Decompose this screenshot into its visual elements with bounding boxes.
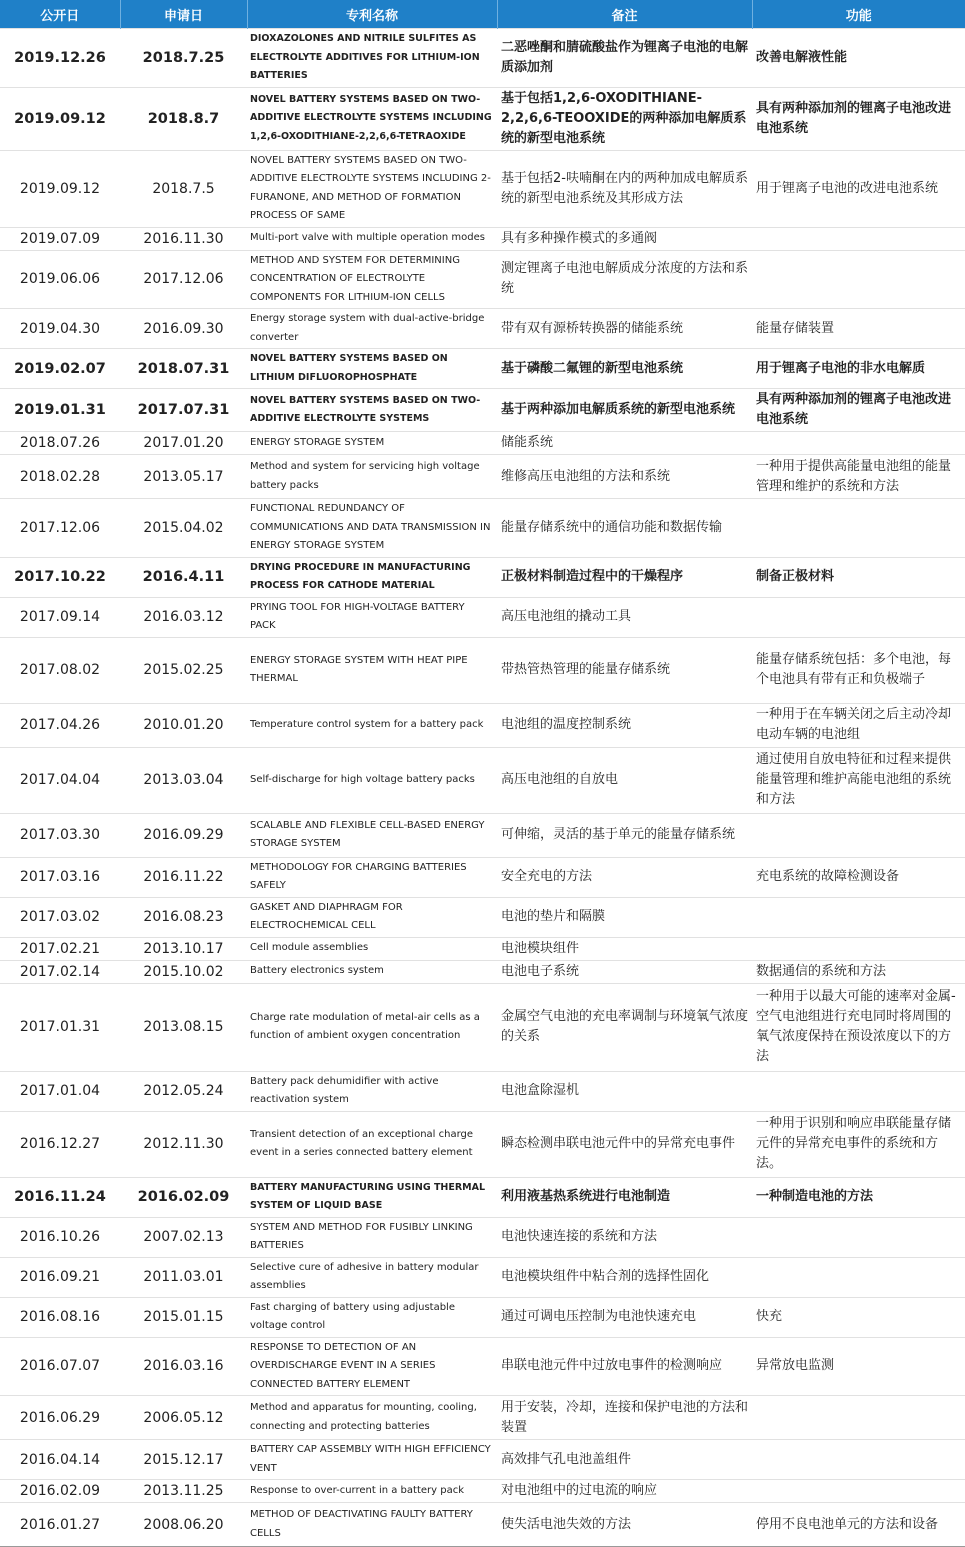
cell-title: Charge rate modulation of metal-air cells as a function of ambient oxygen concentration	[247, 983, 497, 1071]
cell-note: 使失活电池失效的方法	[497, 1503, 752, 1547]
cell-note: 基于包括2-呋喃酮在内的两种加成电解质系统的新型电池系统及其形成方法	[497, 150, 752, 227]
cell-app-date: 2013.05.17	[120, 455, 247, 499]
cell-note: 测定锂离子电池电解质成分浓度的方法和系统	[497, 250, 752, 309]
cell-note: 高压电池组的撬动工具	[497, 597, 752, 637]
cell-app-date: 2013.03.04	[120, 747, 247, 813]
cell-note: 基于磷酸二氟锂的新型电池系统	[497, 349, 752, 389]
cell-function: 停用不良电池单元的方法和设备	[752, 1503, 965, 1547]
cell-title: GASKET AND DIAPHRAGM FOR ELECTROCHEMICAL CELL	[247, 897, 497, 937]
cell-note: 电池组的温度控制系统	[497, 703, 752, 747]
cell-pub-date: 2019.09.12	[0, 150, 120, 227]
cell-app-date: 2006.05.12	[120, 1396, 247, 1440]
cell-title: Method and system for servicing high voltage battery packs	[247, 455, 497, 499]
cell-title: ENERGY STORAGE SYSTEM WITH HEAT PIPE THERMAL	[247, 637, 497, 703]
header-title: 专利名称	[247, 0, 497, 29]
cell-note: 通过可调电压控制为电池快速充电	[497, 1297, 752, 1337]
cell-title: Energy storage system with dual-active-bridge converter	[247, 309, 497, 349]
cell-app-date: 2016.4.11	[120, 557, 247, 597]
cell-title: Cell module assemblies	[247, 937, 497, 960]
cell-title: NOVEL BATTERY SYSTEMS BASED ON TWO-ADDITIVE ELECTROLYTE SYSTEMS INCLUDING 2-FURANONE, AND METHOD OF FORMATION PROCESS OF SAME	[247, 150, 497, 227]
table-row	[0, 857, 965, 897]
cell-function: 数据通信的系统和方法	[752, 960, 965, 983]
cell-pub-date: 2017.01.31	[0, 983, 120, 1071]
cell-function	[752, 897, 965, 937]
table-row	[0, 937, 965, 960]
cell-pub-date: 2017.02.21	[0, 937, 120, 960]
table-row	[0, 349, 965, 389]
cell-pub-date: 2017.02.14	[0, 960, 120, 983]
cell-title: SYSTEM AND METHOD FOR FUSIBLY LINKING BATTERIES	[247, 1217, 497, 1257]
cell-app-date: 2016.03.16	[120, 1337, 247, 1396]
cell-note: 电池快速连接的系统和方法	[497, 1217, 752, 1257]
table-row	[0, 29, 965, 88]
cell-title: FUNCTIONAL REDUNDANCY OF COMMUNICATIONS AND DATA TRANSMISSION IN ENERGY STORAGE SYSTEM	[247, 499, 497, 558]
cell-title: METHOD OF DEACTIVATING FAULTY BATTERY CELLS	[247, 1503, 497, 1547]
cell-pub-date: 2019.12.26	[0, 29, 120, 88]
cell-note: 电池模块组件	[497, 937, 752, 960]
table-row	[0, 557, 965, 597]
cell-app-date: 2013.10.17	[120, 937, 247, 960]
cell-function	[752, 937, 965, 960]
table-row	[0, 1480, 965, 1503]
cell-function: 具有两种添加剂的锂离子电池改进电池系统	[752, 389, 965, 432]
cell-title: ENERGY STORAGE SYSTEM	[247, 432, 497, 455]
cell-title: BATTERY MANUFACTURING USING THERMAL SYSTEM OF LIQUID BASE	[247, 1177, 497, 1217]
cell-title: Method and apparatus for mounting, cooling, connecting and protecting batteries	[247, 1396, 497, 1440]
header-note: 备注	[497, 0, 752, 29]
table-row	[0, 455, 965, 499]
cell-function	[752, 1257, 965, 1297]
cell-note: 具有多种操作模式的多通阀	[497, 227, 752, 250]
cell-pub-date: 2016.08.16	[0, 1297, 120, 1337]
table-row	[0, 150, 965, 227]
cell-function	[752, 1396, 965, 1440]
cell-function	[752, 1071, 965, 1111]
cell-pub-date: 2017.03.30	[0, 813, 120, 857]
cell-pub-date: 2016.01.27	[0, 1503, 120, 1547]
cell-note: 正极材料制造过程中的干燥程序	[497, 557, 752, 597]
cell-function	[752, 813, 965, 857]
cell-note: 可伸缩，灵活的基于单元的能量存储系统	[497, 813, 752, 857]
table-row	[0, 1257, 965, 1297]
cell-function: 一种用于提供高能量电池组的能量管理和维护的系统和方法	[752, 455, 965, 499]
table-row	[0, 597, 965, 637]
cell-note: 储能系统	[497, 432, 752, 455]
cell-app-date: 2010.01.20	[120, 703, 247, 747]
cell-pub-date: 2019.04.30	[0, 309, 120, 349]
cell-app-date: 2016.11.30	[120, 227, 247, 250]
cell-app-date: 2016.02.09	[120, 1177, 247, 1217]
cell-title: METHODOLOGY FOR CHARGING BATTERIES SAFELY	[247, 857, 497, 897]
cell-note: 基于两种添加电解质系统的新型电池系统	[497, 389, 752, 432]
cell-app-date: 2015.04.02	[120, 499, 247, 558]
cell-function: 改善电解液性能	[752, 29, 965, 88]
cell-pub-date: 2017.04.04	[0, 747, 120, 813]
cell-note: 安全充电的方法	[497, 857, 752, 897]
cell-function: 制备正极材料	[752, 557, 965, 597]
cell-pub-date: 2017.03.02	[0, 897, 120, 937]
cell-app-date: 2015.12.17	[120, 1440, 247, 1480]
cell-title: Multi-port valve with multiple operation modes	[247, 227, 497, 250]
cell-function: 具有两种添加剂的锂离子电池改进电池系统	[752, 87, 965, 150]
table-row	[0, 309, 965, 349]
cell-title: DIOXAZOLONES AND NITRILE SULFITES AS ELECTROLYTE ADDITIVES FOR LITHIUM-ION BATTERIES	[247, 29, 497, 88]
cell-pub-date: 2019.02.07	[0, 349, 120, 389]
cell-function: 一种用于在车辆关闭之后主动冷却电动车辆的电池组	[752, 703, 965, 747]
cell-app-date: 2018.07.31	[120, 349, 247, 389]
table-row	[0, 389, 965, 432]
table-row	[0, 432, 965, 455]
cell-function	[752, 499, 965, 558]
cell-app-date: 2016.08.23	[120, 897, 247, 937]
table-row	[0, 227, 965, 250]
table-row	[0, 250, 965, 309]
table-row	[0, 1217, 965, 1257]
cell-pub-date: 2016.02.09	[0, 1480, 120, 1503]
cell-pub-date: 2017.10.22	[0, 557, 120, 597]
cell-function	[752, 250, 965, 309]
cell-title: Transient detection of an exceptional charge event in a series connected battery element	[247, 1111, 497, 1177]
cell-app-date: 2017.07.31	[120, 389, 247, 432]
cell-function: 一种用于识别和响应串联能量存储元件的异常充电事件的系统和方法。	[752, 1111, 965, 1177]
table-row	[0, 1111, 965, 1177]
cell-pub-date: 2016.09.21	[0, 1257, 120, 1297]
cell-title: BATTERY CAP ASSEMBLY WITH HIGH EFFICIENCY VENT	[247, 1440, 497, 1480]
cell-function	[752, 1217, 965, 1257]
cell-title: PRYING TOOL FOR HIGH-VOLTAGE BATTERY PACK	[247, 597, 497, 637]
cell-app-date: 2007.02.13	[120, 1217, 247, 1257]
cell-note: 维修高压电池组的方法和系统	[497, 455, 752, 499]
table-body	[0, 29, 965, 1547]
cell-pub-date: 2019.06.06	[0, 250, 120, 309]
table-row	[0, 983, 965, 1071]
cell-pub-date: 2017.09.14	[0, 597, 120, 637]
cell-app-date: 2012.05.24	[120, 1071, 247, 1111]
cell-pub-date: 2018.02.28	[0, 455, 120, 499]
cell-pub-date: 2017.04.26	[0, 703, 120, 747]
cell-title: Battery electronics system	[247, 960, 497, 983]
cell-function: 快充	[752, 1297, 965, 1337]
cell-pub-date: 2017.08.02	[0, 637, 120, 703]
cell-title: METHOD AND SYSTEM FOR DETERMINING CONCENTRATION OF ELECTROLYTE COMPONENTS FOR LITHIUM-ION CELLS	[247, 250, 497, 309]
cell-function: 能量存储系统包括：多个电池，每个电池具有带有正和负极端子	[752, 637, 965, 703]
cell-function	[752, 227, 965, 250]
table-row	[0, 747, 965, 813]
cell-app-date: 2013.08.15	[120, 983, 247, 1071]
cell-function: 异常放电监测	[752, 1337, 965, 1396]
table-row	[0, 1337, 965, 1396]
cell-function	[752, 1440, 965, 1480]
cell-note: 用于安装，冷却，连接和保护电池的方法和装置	[497, 1396, 752, 1440]
cell-title: DRYING PROCEDURE IN MANUFACTURING PROCESS FOR CATHODE MATERIAL	[247, 557, 497, 597]
cell-note: 能量存储系统中的通信功能和数据传输	[497, 499, 752, 558]
cell-app-date: 2016.11.22	[120, 857, 247, 897]
cell-pub-date: 2016.06.29	[0, 1396, 120, 1440]
header-app-date: 申请日	[120, 0, 247, 29]
table-row	[0, 1440, 965, 1480]
cell-note: 基于包括1,2,6-OXODITHIANE-2,2,6,6-TEOOXIDE的两种添加电解质系统的新型电池系统	[497, 87, 752, 150]
cell-title: Fast charging of battery using adjustable voltage control	[247, 1297, 497, 1337]
cell-title: NOVEL BATTERY SYSTEMS BASED ON TWO-ADDITIVE ELECTROLYTE SYSTEMS INCLUDING 1,2,6-OXODITHIANE-2,2,6,6-TETRAOXIDE	[247, 87, 497, 150]
cell-title: Temperature control system for a battery pack	[247, 703, 497, 747]
table-row	[0, 1071, 965, 1111]
cell-note: 利用液基热系统进行电池制造	[497, 1177, 752, 1217]
cell-function: 用于锂离子电池的非水电解质	[752, 349, 965, 389]
cell-function	[752, 432, 965, 455]
table-row	[0, 87, 965, 150]
cell-pub-date: 2016.04.14	[0, 1440, 120, 1480]
cell-title: NOVEL BATTERY SYSTEMS BASED ON TWO-ADDITIVE ELECTROLYTE SYSTEMS	[247, 389, 497, 432]
cell-pub-date: 2016.11.24	[0, 1177, 120, 1217]
cell-app-date: 2016.09.29	[120, 813, 247, 857]
table-row	[0, 1503, 965, 1547]
cell-function: 用于锂离子电池的改进电池系统	[752, 150, 965, 227]
cell-note: 二恶唑酮和腈硫酸盐作为锂离子电池的电解质添加剂	[497, 29, 752, 88]
cell-title: Selective cure of adhesive in battery modular assemblies	[247, 1257, 497, 1297]
cell-pub-date: 2017.01.04	[0, 1071, 120, 1111]
cell-note: 瞬态检测串联电池元件中的异常充电事件	[497, 1111, 752, 1177]
cell-note: 带有双有源桥转换器的储能系统	[497, 309, 752, 349]
cell-function: 一种用于以最大可能的速率对金属-空气电池组进行充电同时将周围的氧气浓度保持在预设浓度以下的方法	[752, 983, 965, 1071]
cell-note: 电池的垫片和隔膜	[497, 897, 752, 937]
cell-note: 电池电子系统	[497, 960, 752, 983]
cell-note: 电池模块组件中粘合剂的选择性固化	[497, 1257, 752, 1297]
cell-title: RESPONSE TO DETECTION OF AN OVERDISCHARGE EVENT IN A SERIES CONNECTED BATTERY ELEMENT	[247, 1337, 497, 1396]
table-header	[0, 0, 965, 29]
cell-note: 金属空气电池的充电率调制与环境氧气浓度的关系	[497, 983, 752, 1071]
cell-app-date: 2013.11.25	[120, 1480, 247, 1503]
cell-app-date: 2015.01.15	[120, 1297, 247, 1337]
cell-app-date: 2018.7.25	[120, 29, 247, 88]
cell-app-date: 2015.10.02	[120, 960, 247, 983]
cell-pub-date: 2017.03.16	[0, 857, 120, 897]
cell-title: SCALABLE AND FLEXIBLE CELL-BASED ENERGY STORAGE SYSTEM	[247, 813, 497, 857]
header-function: 功能	[752, 0, 965, 29]
cell-app-date: 2018.8.7	[120, 87, 247, 150]
cell-pub-date: 2019.07.09	[0, 227, 120, 250]
cell-title: Self-discharge for high voltage battery packs	[247, 747, 497, 813]
cell-title: Response to over-current in a battery pack	[247, 1480, 497, 1503]
cell-function: 能量存储装置	[752, 309, 965, 349]
cell-function: 充电系统的故障检测设备	[752, 857, 965, 897]
cell-note: 电池盒除湿机	[497, 1071, 752, 1111]
cell-note: 高压电池组的自放电	[497, 747, 752, 813]
cell-note: 带热管热管理的能量存储系统	[497, 637, 752, 703]
table-row	[0, 499, 965, 558]
cell-pub-date: 2017.12.06	[0, 499, 120, 558]
table-row	[0, 703, 965, 747]
cell-app-date: 2017.01.20	[120, 432, 247, 455]
cell-pub-date: 2016.12.27	[0, 1111, 120, 1177]
cell-pub-date: 2016.07.07	[0, 1337, 120, 1396]
cell-function	[752, 597, 965, 637]
cell-note: 高效排气孔电池盖组件	[497, 1440, 752, 1480]
header-row	[0, 0, 965, 29]
cell-app-date: 2016.03.12	[120, 597, 247, 637]
cell-function: 一种制造电池的方法	[752, 1177, 965, 1217]
cell-app-date: 2018.7.5	[120, 150, 247, 227]
table-row	[0, 813, 965, 857]
cell-pub-date: 2018.07.26	[0, 432, 120, 455]
cell-note: 对电池组中的过电流的响应	[497, 1480, 752, 1503]
header-pub-date: 公开日	[0, 0, 120, 29]
cell-title: NOVEL BATTERY SYSTEMS BASED ON LITHIUM DIFLUOROPHOSPHATE	[247, 349, 497, 389]
cell-app-date: 2015.02.25	[120, 637, 247, 703]
cell-app-date: 2008.06.20	[120, 1503, 247, 1547]
cell-app-date: 2012.11.30	[120, 1111, 247, 1177]
cell-app-date: 2016.09.30	[120, 309, 247, 349]
table-row	[0, 637, 965, 703]
table-row	[0, 1177, 965, 1217]
cell-app-date: 2011.03.01	[120, 1257, 247, 1297]
cell-pub-date: 2019.09.12	[0, 87, 120, 150]
cell-app-date: 2017.12.06	[120, 250, 247, 309]
cell-pub-date: 2016.10.26	[0, 1217, 120, 1257]
table-row	[0, 1396, 965, 1440]
cell-function	[752, 1480, 965, 1503]
table-row	[0, 897, 965, 937]
cell-pub-date: 2019.01.31	[0, 389, 120, 432]
cell-title: Battery pack dehumidifier with active reactivation system	[247, 1071, 497, 1111]
table-row	[0, 960, 965, 983]
cell-function: 通过使用自放电特征和过程来提供能量管理和维护高能电池组的系统和方法	[752, 747, 965, 813]
cell-note: 串联电池元件中过放电事件的检测响应	[497, 1337, 752, 1396]
table-row	[0, 1297, 965, 1337]
